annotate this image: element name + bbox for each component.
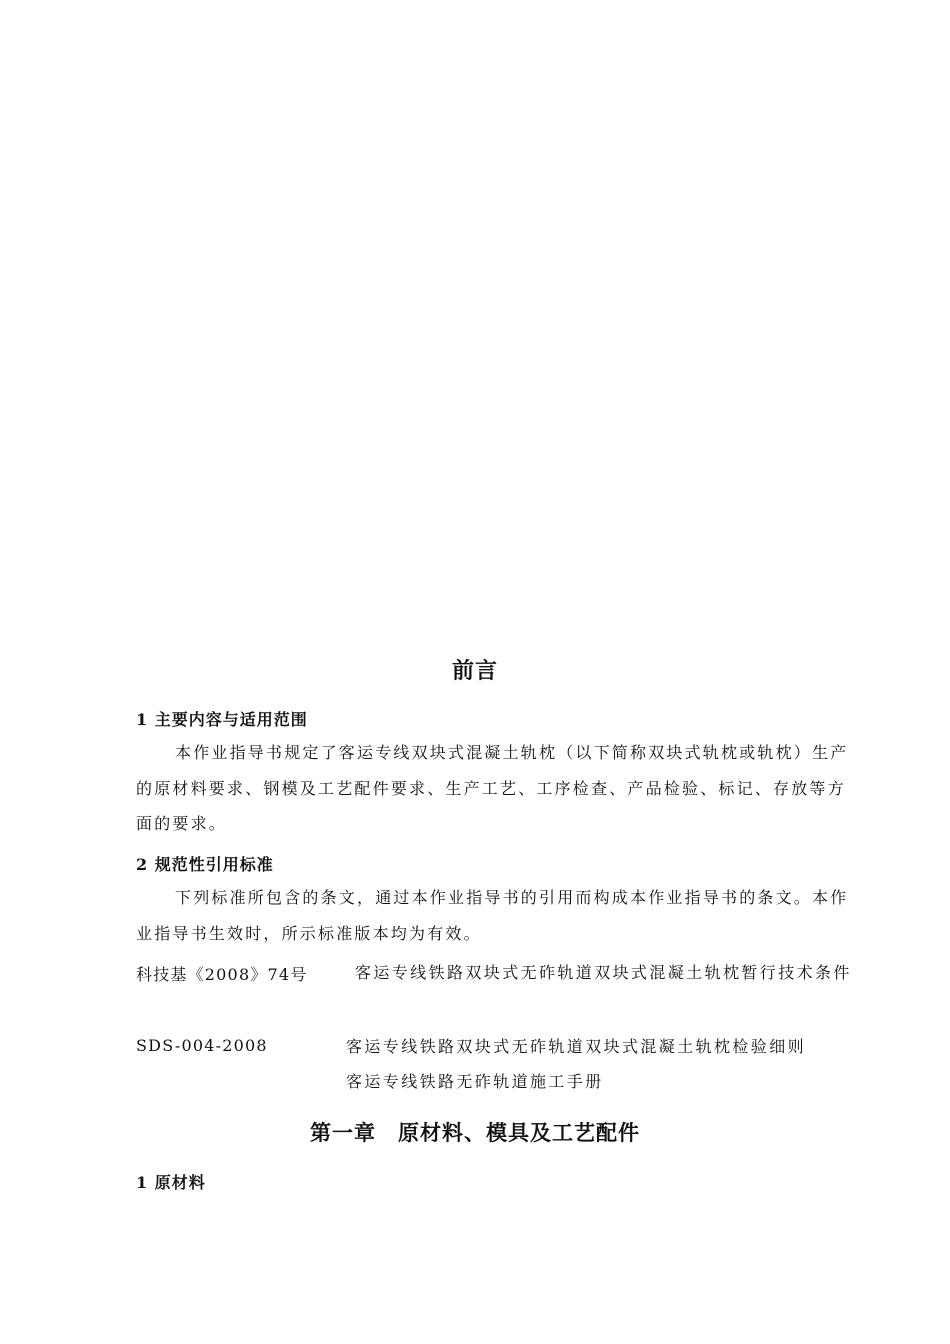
chapter-title: 第一章 原材料、模具及工艺配件 <box>310 1120 640 1145</box>
references-intro-paragraph: 下列标准所包含的条文，通过本作业指导书的引用而构成本作业指导书的条文。本作业指导书生效时，所示标准版本均为有效。 <box>136 888 849 943</box>
reference-code: 科技基《2008》74号 <box>136 965 308 984</box>
section-heading-normative-references: 2 规范性引用标准 <box>136 855 274 874</box>
reference-title: 客运专线铁路双块式无砟轨道双块式混凝土轨枕暂行技术条件 <box>355 963 852 982</box>
scope-paragraph: 本作业指导书规定了客运专线双块式混凝土轨枕（以下简称双块式轨枕或轨枕）生产的原材料要求、钢模及工艺配件要求、生产工艺、工序检查、产品检验、标记、存放等方面的要求。 <box>136 743 849 833</box>
reference-title: 客运专线铁路双块式无砟轨道双块式混凝土轨枕检验细则 <box>346 1037 807 1056</box>
reference-code: SDS-004-2008 <box>136 1036 268 1055</box>
section-heading-scope: 1 主要内容与适用范围 <box>136 710 308 729</box>
reference-title: 客运专线铁路无砟轨道施工手册 <box>346 1072 604 1091</box>
preface-title: 前言 <box>451 658 498 684</box>
section-heading-raw-materials: 1 原材料 <box>136 1173 206 1192</box>
